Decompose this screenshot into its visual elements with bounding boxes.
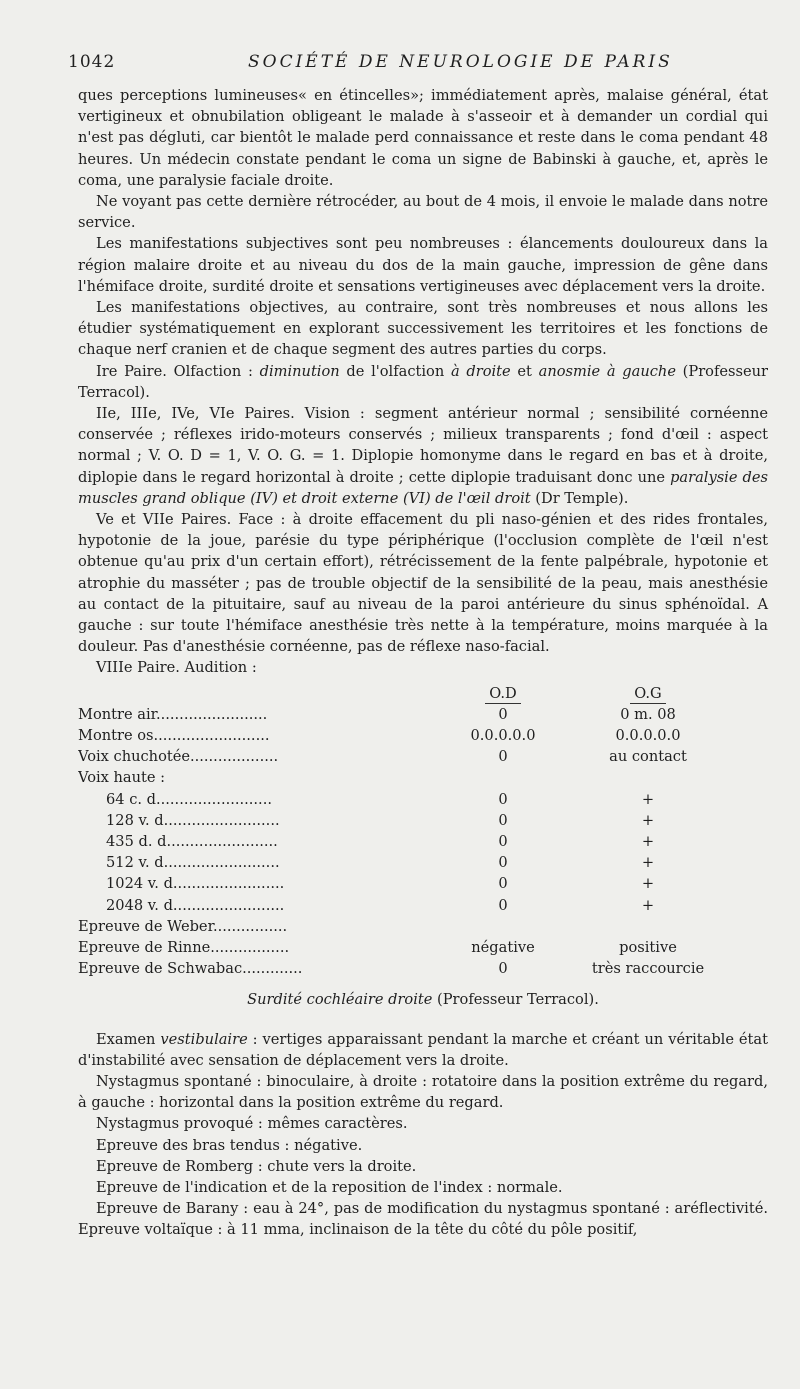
italic-span: vestibulaire [160, 1030, 248, 1048]
paragraph-vestibular [78, 1029, 768, 1071]
audition-row [78, 895, 768, 916]
audition-row-label: Epreuve de Weber................ [78, 917, 288, 935]
audition-od-value: négative [471, 938, 535, 956]
body-text [78, 85, 768, 1241]
col-og-header [568, 683, 728, 704]
audition-row-label: Montre os......................... [78, 727, 270, 745]
running-header [68, 52, 768, 76]
audition-row [78, 810, 768, 831]
paragraph: Les manifestations objectives, au contraire, sont très nombreuses et nous allons les étudier systématiquement en explorant successivement les territoires et les fonctions de chaque nerf cranien et de chaque segment des autres parties du corps. [78, 299, 768, 359]
audition-row [78, 937, 768, 958]
col-od-header [438, 683, 568, 704]
audition-og-value: très raccourcie [591, 960, 705, 978]
audition-row-label: 2048 v. d........................ [106, 896, 285, 914]
audition-od-value: 0 [498, 811, 508, 829]
text-span: Ire Paire. Olfaction : [96, 362, 260, 380]
audition-od-value: 0 [498, 748, 508, 766]
audition-table [78, 683, 768, 980]
audition-row [78, 852, 768, 873]
audition-og-value: positive [619, 938, 677, 956]
paragraph-audition: VIIIe Paire. Audition : [96, 659, 257, 677]
paragraph-face: Ve et VIIe Paires. Face : à droite effacement du pli naso-génien et des rides frontales, hypotonie de la joue, parésie du type périphérique (l'occlusion complète de l'œil n'est obtenue qu'au prix d'un certain effort), rétrécissement de la fente palpébrale, hypotonie et atrophie du masséter ; pas de trouble objectif de la sensibilité de la peau, mais anesthésie au contact de la pituitaire, sauf au niveau de la paroi antérieure du sinus sphénoïdal. A gauche : sur toute l'hémiface anesthésie très nette à la température, moins marquée à la douleur. Pas d'anesthésie cornéenne, pas de réflexe naso-facial. [78, 511, 768, 656]
audition-og-value: + [641, 833, 655, 850]
audition-row [78, 725, 768, 746]
audition-row-label: Voix haute : [78, 769, 166, 787]
audition-og-value: + [641, 790, 655, 808]
audition-og-value: + [641, 854, 655, 872]
text-span: (Professeur Terracol). [432, 991, 599, 1009]
audition-od-value: 0 [498, 875, 508, 893]
italic-span: paralysie des muscles grand oblique (IV) et droit externe (VI) de l'œil droit [78, 468, 768, 507]
audition-od-value: 0 [498, 833, 508, 850]
paragraph: Nystagmus provoqué : mêmes caractères. [96, 1115, 408, 1133]
italic-span: à droite [450, 362, 511, 380]
audition-od-value: 0 [498, 960, 508, 978]
audition-row-label: 435 d. d........................ [106, 833, 278, 850]
text-span: IIe, IIIe, IVe, VIe Paires. Vision : segment antérieur normal ; sensibilité cornéenne conservée ; réflexes irido-moteurs conservés ; milieux transparents ; fond d'œil : aspect normal ; V. O. D = 1, V. O. G. = 1. Diplopie homonyme dans le regard en bas et à droite, diplopie dans le regard horizontal à droite ; cette diplopie traduisant donc une [78, 405, 768, 486]
audition-row-label: Montre air........................ [78, 705, 268, 723]
text-span: de l'olfaction [339, 362, 451, 380]
italic-span: diminution [259, 362, 340, 380]
audition-row [78, 958, 768, 979]
paragraph-olfaction [78, 361, 768, 403]
audition-row-label: Epreuve de Schwabac............. [78, 960, 303, 978]
audition-row [78, 873, 768, 894]
paragraph: Epreuve de Romberg : chute vers la droite. [96, 1157, 417, 1175]
text-span: (Dr Temple). [530, 489, 629, 507]
col-od-label: O.D [485, 685, 520, 704]
paragraph: Epreuve des bras tendus : négative. [96, 1136, 363, 1154]
audition-row [78, 831, 768, 852]
audition-og-value: + [641, 896, 655, 914]
audition-row-label: 1024 v. d........................ [106, 875, 285, 893]
audition-row [78, 916, 768, 937]
running-title: SOCIÉTÉ DE NEUROLOGIE DE PARIS [248, 52, 673, 72]
paragraph: Les manifestations subjectives sont peu nombreuses : élancements douloureux dans la région malaire droite et au niveau du dos de la main gauche, impression de gêne dans l'hémiface droite, surdité droite et sensations vertigineuses avec déplacement vers la droite. [78, 235, 768, 295]
audition-row-label: 512 v. d......................... [106, 854, 280, 872]
paragraph: ques perceptions lumineuses« en étincelles»; immédiatement après, malaise général, état vertigineux et obnubilation obligeant le malade à s'asseoir et à demander un cordial qui n'est pas dégluti, car bientôt le malade perd connaissance et reste dans le coma pendant 48 heures. Un médecin constate pendant le coma un signe de Babinski à gauche, et, après le coma, une paralysie faciale droite. [78, 87, 768, 189]
audition-og-value: 0.0.0.0.0 [615, 727, 681, 745]
audition-row [78, 746, 768, 767]
audition-od-value: 0 [498, 896, 508, 914]
paragraph-vision [78, 403, 768, 509]
text-span: et [510, 362, 539, 380]
audition-row [78, 704, 768, 725]
text-span: Examen [96, 1030, 161, 1048]
text-span: (Professeur Terracol). [78, 362, 768, 401]
audition-row-label: Epreuve de Rinne................. [78, 938, 290, 956]
audition-og-value: au contact [609, 748, 687, 766]
audition-row-label: 128 v. d......................... [106, 811, 280, 829]
audition-og-value: + [641, 875, 655, 893]
audition-table-header [78, 683, 768, 704]
audition-og-value: + [641, 811, 655, 829]
italic-span: Surdité cochléaire droite [247, 991, 433, 1009]
paragraph: Nystagmus spontané : binoculaire, à droite : rotatoire dans la position extrême du regard, à gauche : horizontal dans la position extrême du regard. [78, 1072, 768, 1112]
paragraph: Epreuve de l'indication et de la reposition de l'index : normale. [96, 1178, 563, 1196]
audition-row-label: Voix chuchotée................... [78, 748, 279, 766]
audition-od-value: 0 [498, 705, 508, 723]
audition-od-value: 0.0.0.0.0 [470, 727, 536, 745]
audition-od-value: 0 [498, 790, 508, 808]
italic-span: anosmie à gauche [538, 362, 676, 380]
text-span: : vertiges apparaissant pendant la marche et créant un véritable état d'instabilité avec sensation de déplacement vers la droite. [78, 1030, 768, 1069]
audition-row-label: 64 c. d......................... [106, 790, 272, 808]
audition-row [78, 789, 768, 810]
audition-od-value: 0 [498, 854, 508, 872]
audition-row [78, 767, 768, 788]
page-number: 1042 [68, 52, 116, 72]
audition-og-value: 0 m. 08 [620, 705, 676, 723]
paragraph: Ne voyant pas cette dernière rétrocéder, au bout de 4 mois, il envoie le malade dans notre service. [78, 193, 768, 232]
paragraph: Epreuve de Barany : eau à 24°, pas de modification du nystagmus spontané : aréflectivité. Epreuve voltaïque : à 11 mma, inclinaison de la tête du côté du pôle positif, [78, 1200, 768, 1239]
audition-conclusion [78, 989, 768, 1010]
col-og-label: O.G [630, 685, 665, 704]
audition-rows [78, 704, 768, 979]
